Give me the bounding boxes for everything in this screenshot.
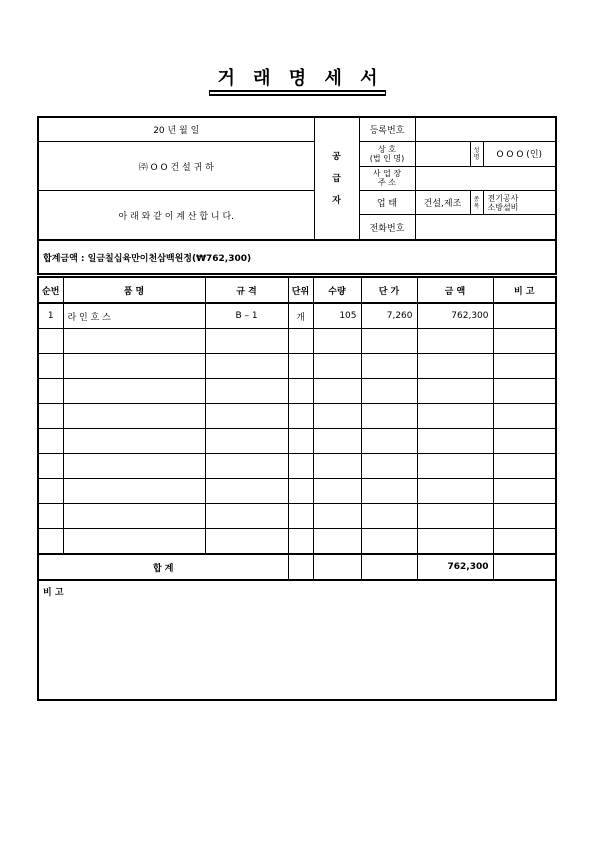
table-cell <box>63 479 205 504</box>
table-cell <box>288 454 313 479</box>
address-value <box>415 166 556 191</box>
table-cell <box>361 404 417 429</box>
table-cell: 7,260 <box>361 303 417 329</box>
table-cell: 1 <box>38 303 63 329</box>
table-cell <box>361 504 417 529</box>
table-cell <box>63 529 205 555</box>
remarks-label: 비 고 <box>38 580 556 700</box>
reg-no-label: 등록번호 <box>359 117 415 142</box>
table-cell <box>493 329 556 354</box>
table-cell <box>63 454 205 479</box>
table-cell <box>288 354 313 379</box>
name-value: O O O (인) <box>483 142 556 167</box>
table-cell <box>361 354 417 379</box>
table-cell: 개 <box>288 303 313 329</box>
supplier-label: 공 급 자 <box>314 117 359 240</box>
table-cell <box>313 454 361 479</box>
phone-label: 전화번호 <box>359 215 415 240</box>
document-title: 거 래 명 세 서 <box>0 64 595 90</box>
table-cell <box>493 479 556 504</box>
table-cell <box>205 529 288 555</box>
table-cell <box>417 479 493 504</box>
table-cell <box>417 504 493 529</box>
col-header: 금 액 <box>417 277 493 303</box>
table-cell <box>493 404 556 429</box>
company-label: 상 호 (법 인 명) <box>359 142 415 167</box>
table-cell <box>38 404 63 429</box>
table-cell <box>63 379 205 404</box>
table-cell <box>313 329 361 354</box>
table-row <box>38 329 556 354</box>
table-cell <box>63 504 205 529</box>
business-type-label: 업 태 <box>359 191 415 215</box>
table-cell <box>205 379 288 404</box>
table-row <box>38 379 556 404</box>
col-header: 품 명 <box>63 277 205 303</box>
table-cell <box>493 303 556 329</box>
name-label: 성 명 <box>470 142 483 167</box>
table-cell <box>361 329 417 354</box>
table-cell <box>205 479 288 504</box>
table-cell <box>313 404 361 429</box>
items-table <box>37 276 557 701</box>
table-cell <box>493 529 556 555</box>
item-label: 종 목 <box>470 191 483 215</box>
col-header: 단위 <box>288 277 313 303</box>
recipient: ㈜ O O 건 설 귀 하 <box>38 142 314 191</box>
sum-label: 합 계 <box>38 554 288 580</box>
table-cell <box>417 454 493 479</box>
table-cell <box>38 329 63 354</box>
table-cell <box>493 379 556 404</box>
table-cell <box>205 454 288 479</box>
table-cell <box>205 354 288 379</box>
table-row <box>38 404 556 429</box>
table-cell <box>417 379 493 404</box>
table-cell <box>63 429 205 454</box>
table-cell <box>417 354 493 379</box>
table-row <box>38 354 556 379</box>
company-value <box>415 142 470 167</box>
table-cell <box>417 429 493 454</box>
table-cell: B – 1 <box>205 303 288 329</box>
table-cell <box>493 454 556 479</box>
table-cell <box>313 504 361 529</box>
table-cell <box>38 379 63 404</box>
table-cell <box>63 354 205 379</box>
table-row <box>38 504 556 529</box>
table-cell <box>361 479 417 504</box>
table-cell <box>288 429 313 454</box>
table-row <box>38 429 556 454</box>
table-cell <box>288 404 313 429</box>
supplier-info-table <box>37 116 557 275</box>
table-cell <box>38 529 63 555</box>
table-cell <box>205 329 288 354</box>
statement: 아 래 와 같 이 계 산 합 니 다. <box>38 191 314 241</box>
table-cell <box>417 529 493 555</box>
table-cell <box>361 379 417 404</box>
table-cell <box>288 329 313 354</box>
table-cell <box>493 429 556 454</box>
phone-value <box>415 215 556 240</box>
table-cell: 105 <box>313 303 361 329</box>
table-cell <box>313 529 361 555</box>
table-cell <box>38 504 63 529</box>
table-cell <box>38 454 63 479</box>
table-cell <box>288 529 313 555</box>
address-label: 사 업 장 주 소 <box>359 166 415 191</box>
items-header-row <box>38 277 556 303</box>
table-cell <box>205 429 288 454</box>
table-cell <box>288 479 313 504</box>
table-cell: 라 인 호 스 <box>63 303 205 329</box>
table-cell <box>313 429 361 454</box>
table-cell <box>361 529 417 555</box>
remarks-row <box>38 580 556 700</box>
table-row <box>38 454 556 479</box>
table-cell: 762,300 <box>417 303 493 329</box>
table-row <box>38 479 556 504</box>
table-cell <box>288 379 313 404</box>
table-cell <box>313 479 361 504</box>
table-cell <box>63 404 205 429</box>
table-cell <box>361 454 417 479</box>
table-cell <box>493 354 556 379</box>
sum-row <box>38 554 556 580</box>
table-cell <box>361 429 417 454</box>
table-cell <box>313 379 361 404</box>
sum-amount: 762,300 <box>417 554 493 580</box>
table-row <box>38 529 556 555</box>
table-cell <box>205 404 288 429</box>
table-cell <box>38 354 63 379</box>
table-cell <box>417 404 493 429</box>
col-header: 순번 <box>38 277 63 303</box>
item-value: 전기공사 소방설비 <box>483 191 556 215</box>
table-cell <box>38 479 63 504</box>
reg-no-value <box>415 117 556 142</box>
table-cell <box>493 504 556 529</box>
table-row <box>38 303 556 329</box>
table-cell <box>417 329 493 354</box>
date-field: 20 년 월 일 <box>38 117 314 142</box>
business-type-value: 건설,제조 <box>415 191 470 215</box>
total-amount-text: 합계금액 : 일금칠십육만이천삼백원정(₩762,300) <box>38 240 556 274</box>
table-cell <box>38 429 63 454</box>
table-cell <box>288 504 313 529</box>
col-header: 단 가 <box>361 277 417 303</box>
table-cell <box>205 504 288 529</box>
col-header: 비 고 <box>493 277 556 303</box>
col-header: 수량 <box>313 277 361 303</box>
col-header: 규 격 <box>205 277 288 303</box>
table-cell <box>63 329 205 354</box>
table-cell <box>313 354 361 379</box>
